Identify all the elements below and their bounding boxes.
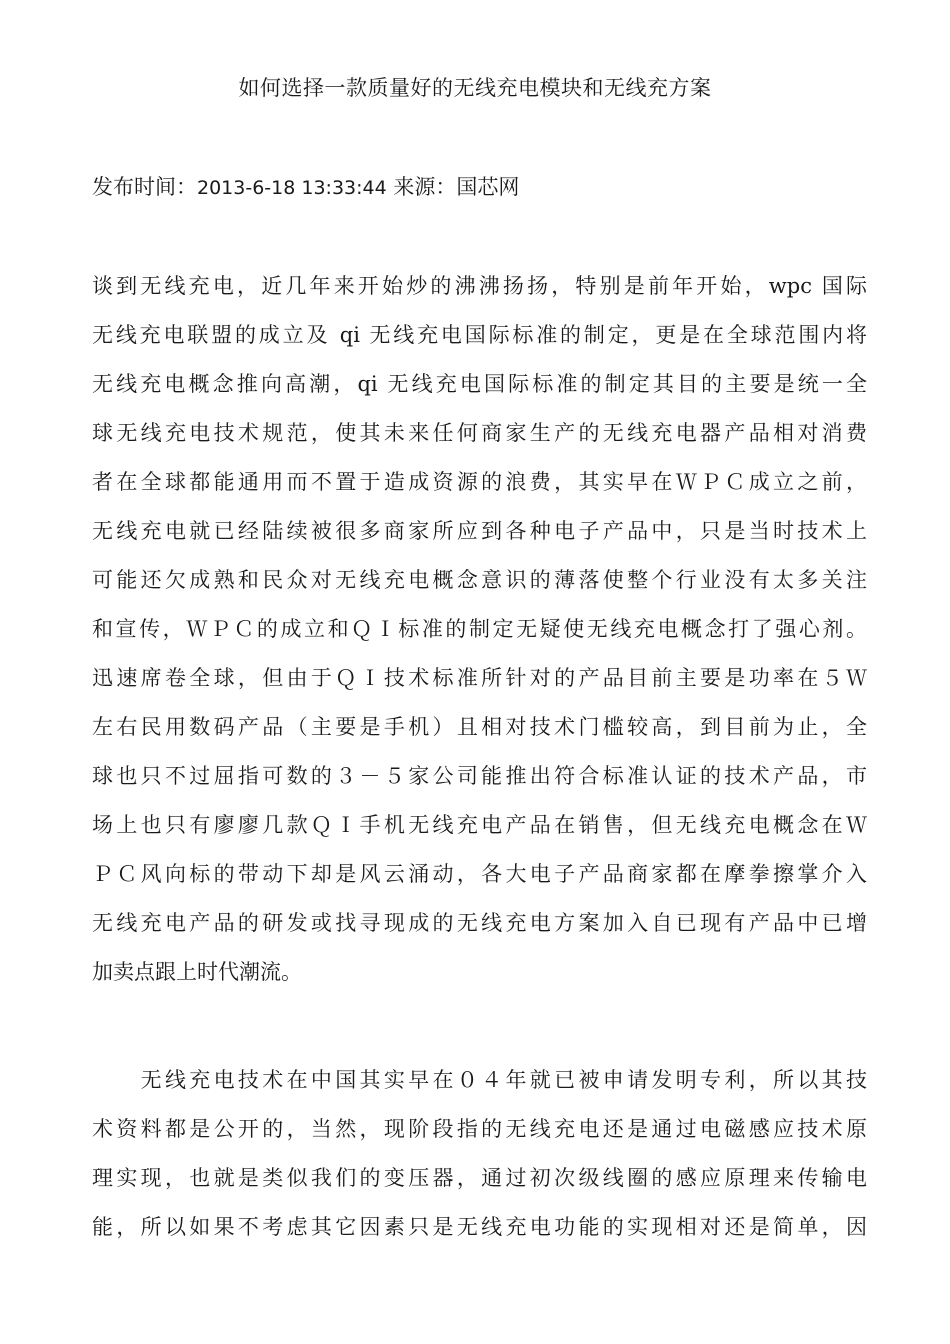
text-line: 无线充电技术在中国其实早在０４年就已被申请发明专利，所以其技 xyxy=(92,1068,867,1092)
document-title: 如何选择一款质量好的无线充电模块和无线充方案 xyxy=(238,76,712,100)
text-line: 理实现，也就是类似我们的变压器，通过初次级线圈的感应原理来传输电 xyxy=(92,1166,867,1190)
text-line: 球无线充电技术规范，使其未来任何商家生产的无线充电器产品相对消费 xyxy=(92,421,867,445)
text-line: 谈到无线充电，近几年来开始炒的沸沸扬扬，特别是前年开始，wpc 国际 xyxy=(92,274,867,298)
text-line: 无线充电联盟的成立及 qi 无线充电国际标准的制定，更是在全球范围内将 xyxy=(92,323,867,347)
source-value: 国芯网 xyxy=(456,175,520,199)
text-line: 加卖点跟上时代潮流。 xyxy=(92,960,302,984)
text-line: 无线充电概念推向高潮，qi 无线充电国际标准的制定其目的主要是统一全 xyxy=(92,372,867,396)
paragraph-1 xyxy=(92,262,867,997)
text-line: 能，所以如果不考虑其它因素只是无线充电功能的实现相对还是简单，因 xyxy=(92,1215,867,1239)
text-line: 无线充电就已经陆续被很多商家所应到各种电子产品中，只是当时技术上 xyxy=(92,519,867,543)
text-line: 无线充电产品的研发或找寻现成的无线充电方案加入自已现有产品中已增 xyxy=(92,911,867,935)
publish-time-value: 2013-6-18 13:33:44 xyxy=(197,177,387,199)
text-line: 者在全球都能通用而不置于造成资源的浪费，其实早在ＷＰＣ成立之前， xyxy=(92,470,867,494)
text-line: 左右民用数码产品（主要是手机）且相对技术门槛较高，到目前为止，全 xyxy=(92,715,867,739)
text-line: 迅速席卷全球，但由于ＱＩ技术标准所针对的产品目前主要是功率在５Ｗ xyxy=(92,666,867,690)
text-line: 可能还欠成熟和民众对无线充电概念意识的薄落使整个行业没有太多关注 xyxy=(92,568,867,592)
publish-time-label: 发布时间： xyxy=(92,175,197,199)
text-line: 术资料都是公开的，当然，现阶段指的无线充电还是通过电磁感应技术原 xyxy=(92,1117,867,1141)
text-line: 和宣传，ＷＰＣ的成立和ＱＩ标准的制定无疑使无线充电概念打了强心剂。 xyxy=(92,617,867,641)
paragraph-2 xyxy=(92,1056,867,1252)
text-line: 场上也只有廖廖几款ＱＩ手机无线充电产品在销售，但无线充电概念在Ｗ xyxy=(92,813,867,837)
source-label: 来源： xyxy=(393,175,457,199)
text-line: ＰＣ风向标的带动下却是风云涌动，各大电子产品商家都在摩拳擦掌介入 xyxy=(92,862,867,886)
publish-info xyxy=(92,170,519,205)
text-line: 球也只不过屈指可数的３－５家公司能推出符合标准认证的技术产品，市 xyxy=(92,764,867,788)
